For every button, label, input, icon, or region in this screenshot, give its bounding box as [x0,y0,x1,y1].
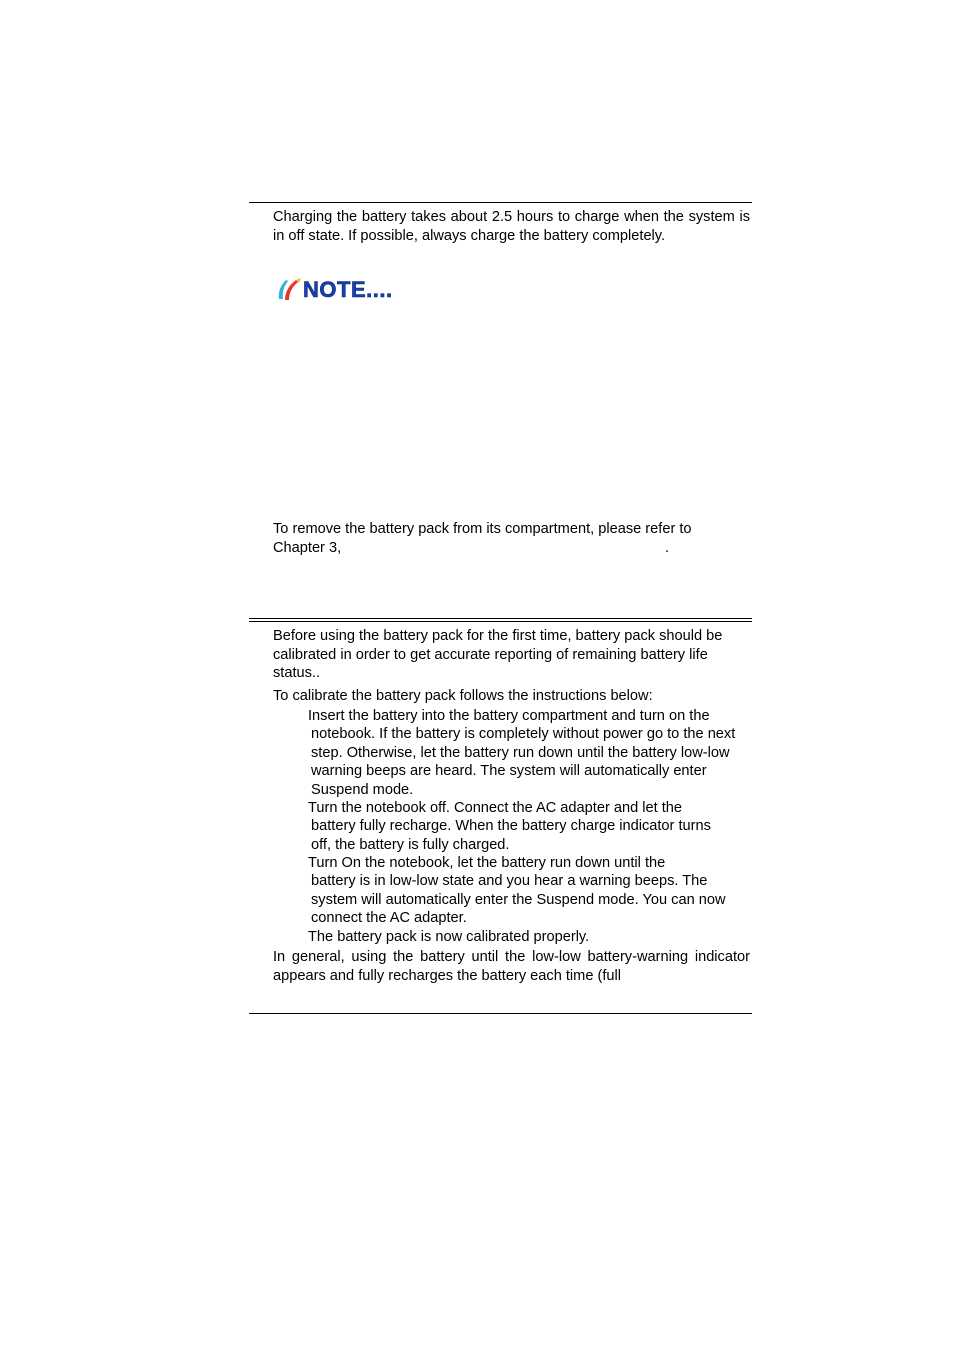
step-1-continuation: notebook. If the battery is completely without power go to the next step. Otherwise, let the battery run down until the battery low-low warning beeps are heard. The system will automatically enter Suspend mode. [311,726,736,798]
step-2-continuation: battery fully recharge. When the battery charge indicator turns off, the battery is fully charged. [311,818,711,853]
step-1-first-line: Insert the battery into the battery compartment and turn on the [308,708,710,724]
step-3-continuation: battery is in low-low state and you hear a warning beeps. The system will automatically enter the Suspend mode. You can now connect the AC adapter. [311,873,726,927]
step-2-first-line: Turn the notebook off. Connect the AC adapter and let the [308,800,683,816]
removal-line-1: To remove the battery pack from its compartment, please refer to [273,521,692,537]
note-label: NOTE.... [303,277,393,302]
section-double-rule [249,618,752,622]
charging-paragraph: Charging the battery takes about 2.5 hours to charge when the system is in off state. If possible, always charge the battery completely. [273,209,750,244]
instructions-lead: To calibrate the battery pack follows the instructions below: [273,688,653,704]
removal-line-2 [273,539,750,558]
list-item [308,799,753,854]
chapter-reference: Chapter 3, [273,540,342,556]
calibration-intro: Before using the battery pack for the first time, battery pack should be calibrated in order to get accurate reporting of remaining battery life status.. [273,628,723,681]
removal-period: . [665,540,670,556]
top-rule [249,202,752,203]
list-item [308,854,753,928]
list-item [308,928,753,946]
step-3-first-line: Turn On the notebook, let the battery run down until the [308,855,666,871]
bottom-rule [249,1013,752,1014]
step-4-first-line: The battery pack is now calibrated properly. [308,929,590,945]
closing-paragraph: In general, using the battery until the low-low battery-warning indicator appears and fully recharges the battery each time (full [273,949,750,984]
list-item [308,707,753,799]
